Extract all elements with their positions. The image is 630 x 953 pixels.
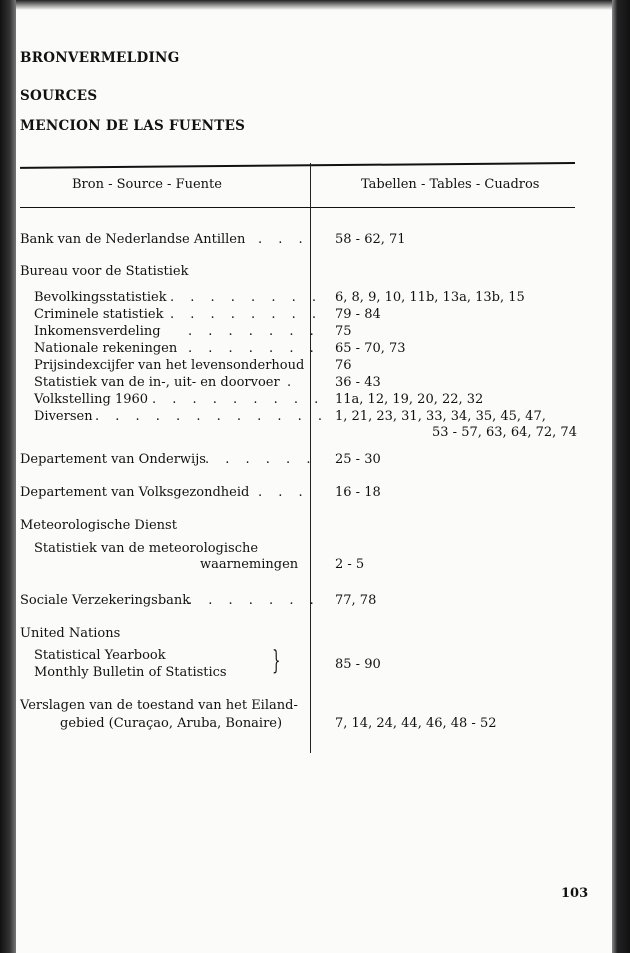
tables-cell: 77, 78 bbox=[335, 593, 377, 608]
source-row: Bevolkingsstatistiek bbox=[34, 290, 167, 305]
leader-dots: . . . bbox=[258, 485, 309, 500]
leader-dots: . . . . . . . bbox=[188, 593, 320, 608]
book-edge bbox=[612, 0, 630, 953]
tables-cell: 65 - 70, 73 bbox=[335, 341, 406, 356]
tables-cell: 6, 8, 9, 10, 11b, 13a, 13b, 15 bbox=[335, 290, 525, 305]
source-row: Statistical Yearbook bbox=[34, 648, 166, 663]
source-row: Volkstelling 1960 bbox=[34, 392, 149, 407]
brace-icon: } bbox=[272, 646, 281, 676]
heading-spanish: MENCION DE LAS FUENTES bbox=[20, 118, 246, 134]
source-row: Verslagen van de toestand van het Eiland- bbox=[20, 698, 298, 713]
source-row: Nationale rekeningen bbox=[34, 341, 178, 356]
tables-cell: 25 - 30 bbox=[335, 452, 381, 467]
source-row: Prijsindexcijfer van het levensonderhoud bbox=[34, 358, 305, 373]
book-gutter bbox=[0, 0, 16, 953]
tables-cell: 36 - 43 bbox=[335, 375, 381, 390]
source-row: Statistiek van de meteorologische bbox=[34, 541, 259, 556]
leader-dots: . . . bbox=[258, 232, 309, 247]
tables-cell: 11a, 12, 19, 20, 22, 32 bbox=[335, 392, 484, 407]
source-row: Bank van de Nederlandse Antillen bbox=[20, 232, 246, 247]
leader-dots: . . . . . . . . . bbox=[152, 392, 325, 407]
tables-cell: 1, 21, 23, 31, 33, 34, 35, 45, 47, bbox=[335, 409, 546, 424]
leader-dots: . . . . . . . . bbox=[170, 290, 322, 305]
source-group: Meteorologische Dienst bbox=[20, 518, 177, 533]
source-row: Statistiek van de in-, uit- en doorvoer bbox=[34, 375, 280, 390]
source-group: Bureau voor de Statistiek bbox=[20, 264, 189, 279]
leader-dots: . . . . . . . . bbox=[170, 307, 322, 322]
source-row-continued: waarnemingen bbox=[200, 557, 299, 572]
leader-dots: . . . . . . bbox=[205, 452, 317, 467]
table-top-rule bbox=[20, 162, 575, 169]
heading-dutch: BRONVERMELDING bbox=[20, 50, 180, 66]
tables-cell: 7, 14, 24, 44, 46, 48 - 52 bbox=[335, 716, 497, 731]
source-row: Departement van Volksgezondheid bbox=[20, 485, 250, 500]
header-source: Bron - Source - Fuente bbox=[72, 177, 222, 192]
source-row-continued: gebied (Curaçao, Aruba, Bonaire) bbox=[60, 716, 283, 731]
source-row: Criminele statistiek bbox=[34, 307, 164, 322]
leader-dots: . bbox=[287, 375, 298, 390]
header-bottom-rule bbox=[20, 207, 575, 208]
tables-cell: 16 - 18 bbox=[335, 485, 381, 500]
heading-english: SOURCES bbox=[20, 88, 98, 104]
source-row: Diversen bbox=[34, 409, 93, 424]
tables-cell-continued: 53 - 57, 63, 64, 72, 74 bbox=[432, 425, 577, 440]
leader-dots: . . . . . . . bbox=[188, 341, 320, 356]
page-number: 103 bbox=[561, 886, 589, 901]
source-row: Sociale Verzekeringsbank bbox=[20, 593, 191, 608]
source-group: United Nations bbox=[20, 626, 121, 641]
header-tables: Tabellen - Tables - Cuadros bbox=[361, 177, 540, 192]
tables-cell: 76 bbox=[335, 358, 352, 373]
tables-cell: 75 bbox=[335, 324, 352, 339]
leader-dots: . . . . . . . . . . . . bbox=[95, 409, 329, 424]
source-row: Monthly Bulletin of Statistics bbox=[34, 665, 227, 680]
source-row: Inkomensverdeling bbox=[34, 324, 161, 339]
tables-cell: 85 - 90 bbox=[335, 657, 381, 672]
tables-cell: 58 - 62, 71 bbox=[335, 232, 406, 247]
tables-cell: 2 - 5 bbox=[335, 557, 365, 572]
leader-dots: . . . . . . . bbox=[188, 324, 320, 339]
scan-edge-top bbox=[0, 0, 630, 10]
source-row: Departement van Onderwijs bbox=[20, 452, 206, 467]
tables-cell: 79 - 84 bbox=[335, 307, 381, 322]
